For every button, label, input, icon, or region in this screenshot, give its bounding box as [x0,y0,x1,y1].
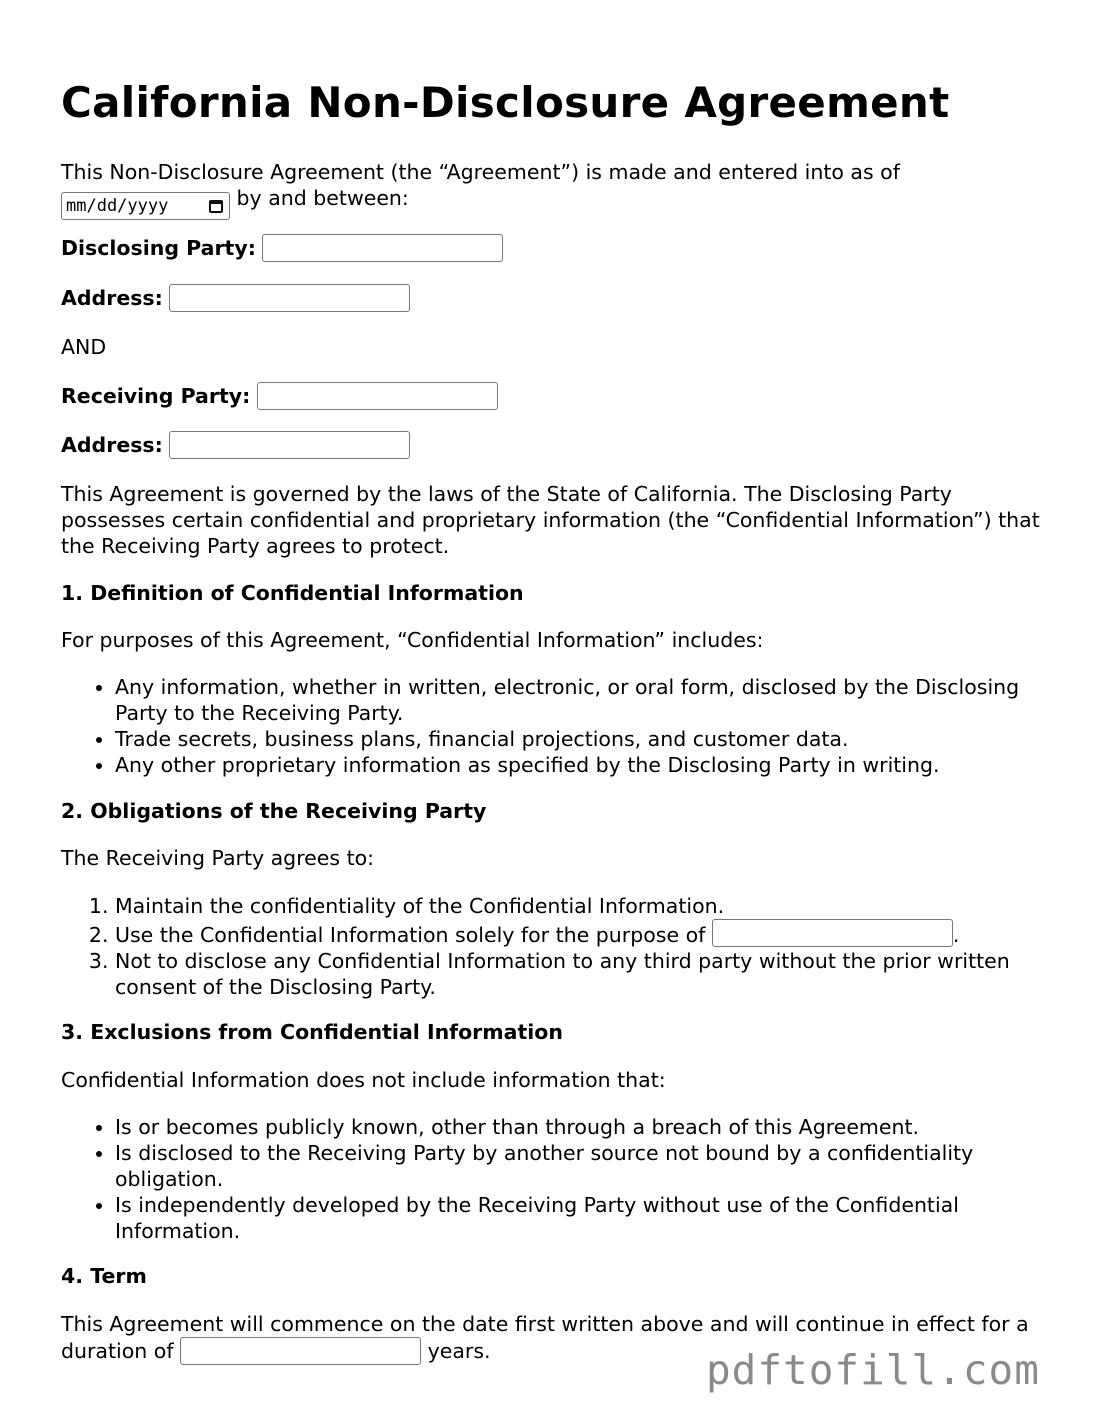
disclosing-party-row [61,234,503,262]
section-3-list [61,1114,1050,1244]
page-title: California Non-Disclosure Agreement [61,78,950,127]
intro-text-after: by and between: [236,186,409,210]
list-item: • Is independently developed by the Receiving Party without use of the Confidential Information. [115,1192,1050,1244]
list-item [115,919,1050,948]
list-item: 3. Not to disclose any Confidential Information to any third party without the prior written consent of the Disclosing Party. [115,948,1050,1000]
intro-paragraph [61,159,1021,220]
governing-law-paragraph: This Agreement is governed by the laws of the State of California. The Disclosing Party possesses certain confidential and proprietary information (the “Confidential Information”) that the Receiving Party agrees to protect. [61,482,1040,558]
section-2-heading: 2. Obligations of the Receiving Party [61,799,487,823]
section-1-intro: For purposes of this Agreement, “Confidential Information” includes: [61,628,764,652]
section-2-list [61,893,1050,1000]
receiving-address-input[interactable] [169,431,410,459]
section-3-heading: 3. Exclusions from Confidential Information [61,1020,563,1044]
term-duration-input[interactable] [180,1337,421,1365]
list-item: • Trade secrets, business plans, financial projections, and customer data. [115,726,1050,752]
disclosing-party-label: Disclosing Party: [61,236,256,260]
list-item: 1. Maintain the confidentiality of the Confidential Information. [115,893,1050,919]
watermark: pdftofill.com [706,1346,1040,1394]
disclosing-address-row [61,284,410,312]
purpose-text-before: Use the Confidential Information solely for the purpose of [115,923,706,947]
term-text-after: years. [427,1339,491,1363]
receiving-address-row [61,431,410,459]
disclosing-party-input[interactable] [262,234,503,262]
receiving-party-label: Receiving Party: [61,384,251,408]
term-text-before: This Agreement will commence on the date first written above and will continue in effect for a duration of [61,1312,1029,1363]
section-1-list [61,674,1050,778]
intro-text-before: This Non-Disclosure Agreement (the “Agreement”) is made and entered into as of [61,160,900,184]
agreement-date-input[interactable] [61,192,230,220]
and-text: AND [61,335,107,359]
date-placeholder: mm/dd/yyyy [66,196,169,216]
section-2-intro: The Receiving Party agrees to: [61,846,375,870]
receiving-address-label: Address: [61,433,163,457]
section-4-heading: 4. Term [61,1264,147,1288]
section-1-heading: 1. Definition of Confidential Information [61,581,524,605]
receiving-party-row [61,382,498,410]
list-item: • Is or becomes publicly known, other than through a breach of this Agreement. [115,1114,1050,1140]
receiving-party-input[interactable] [257,382,498,410]
purpose-input[interactable] [712,919,953,947]
disclosing-address-input[interactable] [169,284,410,312]
section-3-intro: Confidential Information does not include information that: [61,1068,666,1092]
disclosing-address-label: Address: [61,286,163,310]
purpose-text-after: . [952,923,960,947]
list-item: • Any other proprietary information as specified by the Disclosing Party in writing. [115,752,1050,778]
list-item: • Is disclosed to the Receiving Party by another source not bound by a confidentiality obligation. [115,1140,1050,1192]
calendar-icon[interactable] [209,200,223,213]
list-item: • Any information, whether in written, electronic, or oral form, disclosed by the Disclosing Party to the Receiving Party. [115,674,1050,726]
